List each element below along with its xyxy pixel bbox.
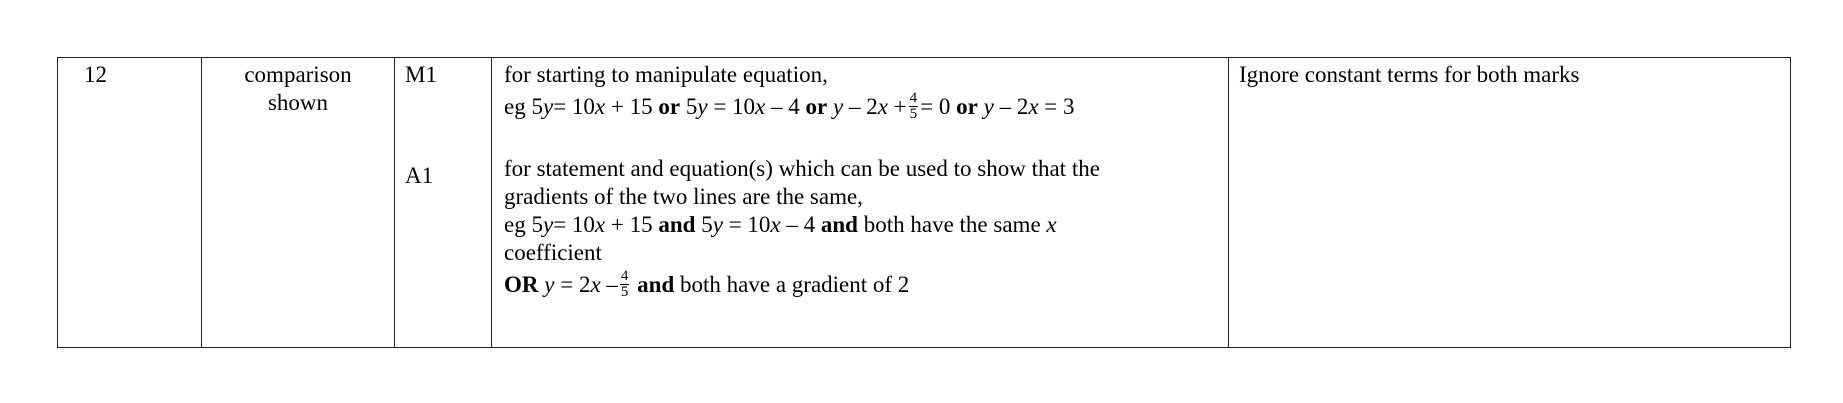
a1-eq2a: 5 xyxy=(701,212,713,237)
a1-eq2c: – 4 xyxy=(780,212,816,237)
a1-tail: both have the same xyxy=(863,212,1041,237)
var-x: x xyxy=(1028,94,1039,119)
var-y: y xyxy=(832,94,844,119)
m1-eq1c: + 15 xyxy=(605,94,653,119)
var-y: y xyxy=(542,212,554,237)
fraction-four-fifths xyxy=(909,91,919,122)
fraction-denominator: 5 xyxy=(909,106,918,123)
var-y: y xyxy=(983,94,994,119)
var-x: x xyxy=(755,94,766,119)
a1-line-3 xyxy=(504,211,1228,239)
fraction-four-fifths xyxy=(620,269,630,300)
answer-line-1: comparison xyxy=(244,62,352,87)
a1-line-1: for statement and equation(s) which can be used to show that the xyxy=(504,156,1100,181)
mark-a1: A1 xyxy=(405,163,434,188)
a1-eg: eg 5 xyxy=(504,212,543,237)
var-x: x xyxy=(594,94,606,119)
a1-eq5b: = 2 xyxy=(554,272,591,297)
mark-scheme-notes xyxy=(492,58,1228,303)
var-y: y xyxy=(697,94,708,119)
a1-line-2: gradients of the two lines are the same, xyxy=(504,184,863,209)
fraction-denominator: 5 xyxy=(620,284,629,301)
a1-eq1c: + 15 xyxy=(605,212,653,237)
mark-cell xyxy=(395,58,492,348)
additional-guidance: Ignore constant terms for both marks xyxy=(1239,62,1580,87)
fraction-numerator: 4 xyxy=(909,90,918,107)
fraction-numerator: 4 xyxy=(620,268,629,285)
spacer xyxy=(504,125,1228,155)
m1-line-2 xyxy=(504,89,1228,125)
a1-eq5c: – xyxy=(600,272,618,297)
m1-eq3b: – 2 xyxy=(843,94,878,119)
additional-guidance-cell xyxy=(1229,58,1791,348)
a1-eq1b: = 10 xyxy=(553,212,595,237)
var-x: x xyxy=(1046,212,1057,237)
m1-eq4c: = 3 xyxy=(1038,94,1075,119)
var-x: x xyxy=(770,212,781,237)
m1-eq2c: – 4 xyxy=(765,94,800,119)
var-x: x xyxy=(877,94,888,119)
m1-eq2a: 5 xyxy=(685,94,698,119)
a1-and-2: and xyxy=(820,212,858,237)
m1-line-1: for starting to manipulate equation, xyxy=(504,62,828,87)
m1-or-1: or xyxy=(658,94,681,119)
m1-eq1b: = 10 xyxy=(553,94,595,119)
a1-line5-tail: both have a gradient of 2 xyxy=(680,272,910,297)
var-x: x xyxy=(594,212,606,237)
var-y: y xyxy=(542,94,554,119)
m1-eq4b: – 2 xyxy=(993,94,1029,119)
m1-eq2b: = 10 xyxy=(707,94,756,119)
a1-line-4: coefficient xyxy=(504,240,602,265)
mark-scheme-notes-cell xyxy=(492,58,1229,348)
m1-eg: eg 5 xyxy=(504,94,543,119)
mark-m1: M1 xyxy=(405,62,437,87)
var-x: x xyxy=(590,272,601,297)
a1-and-3: and xyxy=(637,272,675,297)
table-row xyxy=(58,58,1791,348)
a1-OR: OR xyxy=(504,272,539,297)
a1-line-5 xyxy=(504,267,1228,303)
question-number: 12 xyxy=(84,62,107,87)
question-number-cell xyxy=(58,58,202,348)
m1-or-3: or xyxy=(956,94,978,119)
answer-cell xyxy=(202,58,395,348)
a1-and-1: and xyxy=(658,212,696,237)
answer-text xyxy=(202,58,394,117)
var-y: y xyxy=(544,272,555,297)
a1-eq2b: = 10 xyxy=(722,212,771,237)
m1-eq3d: = 0 xyxy=(920,94,951,119)
m1-eq3c: + xyxy=(887,94,907,119)
answer-line-2: shown xyxy=(267,90,329,115)
m1-or-2: or xyxy=(805,94,828,119)
var-y: y xyxy=(712,212,723,237)
mark-scheme-table xyxy=(57,57,1791,348)
